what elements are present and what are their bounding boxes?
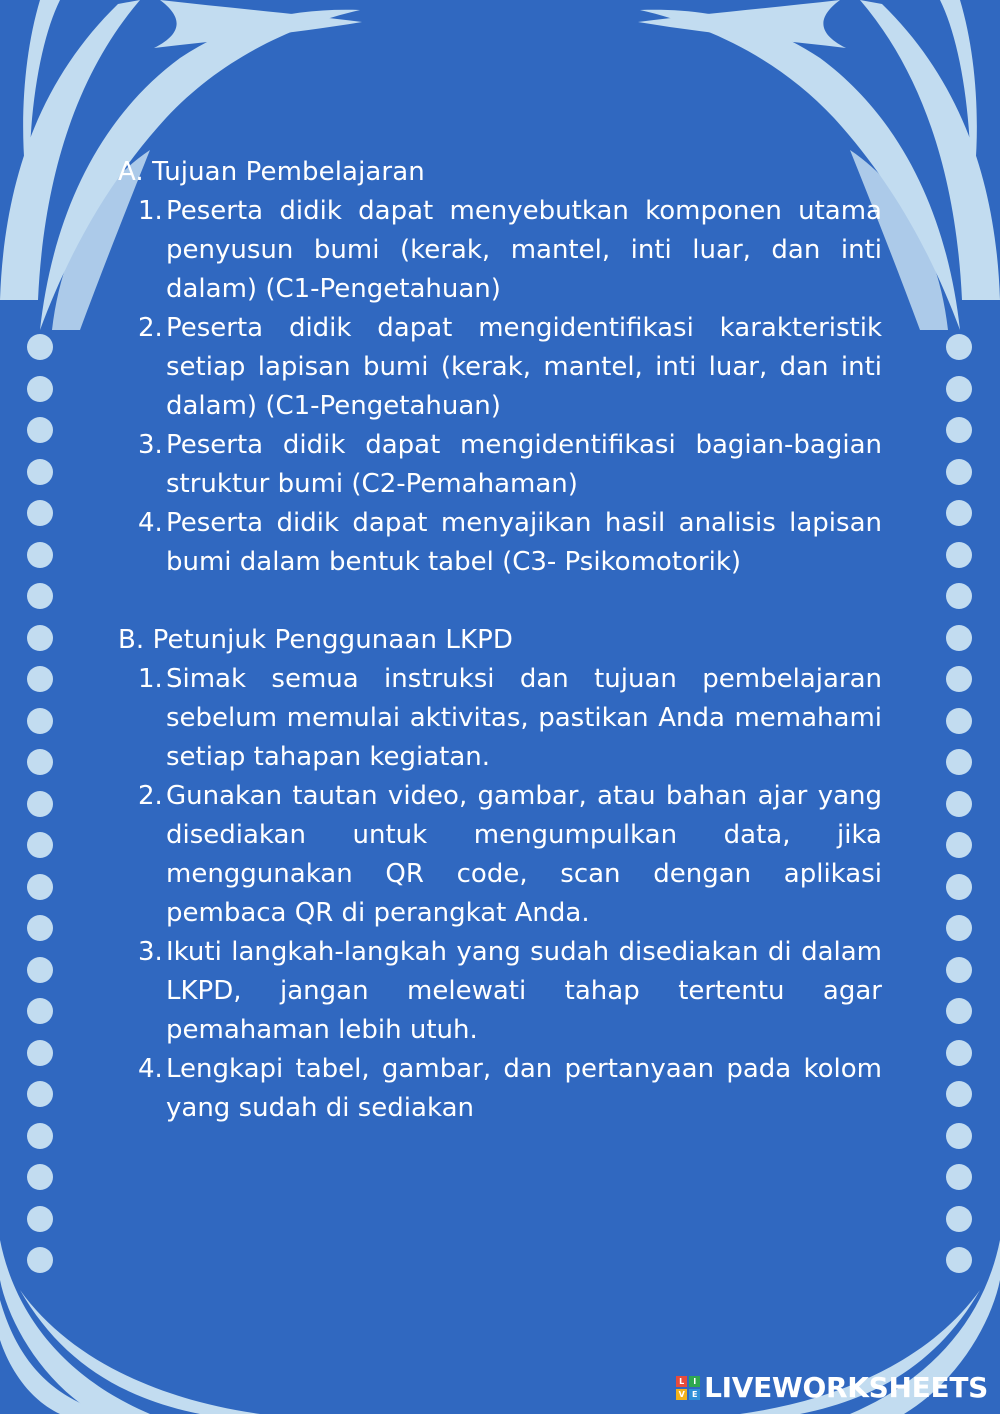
item-number: 1. bbox=[138, 196, 163, 226]
dot bbox=[27, 1206, 53, 1232]
right-dot-column bbox=[946, 334, 972, 1289]
list-item bbox=[118, 777, 882, 933]
list-item bbox=[118, 192, 882, 309]
logo-letter: L bbox=[676, 1376, 687, 1387]
objectives-list bbox=[118, 192, 882, 582]
section-title: A. Tujuan Pembelajaran bbox=[118, 157, 425, 187]
item-number: 1. bbox=[138, 664, 163, 694]
dot bbox=[27, 998, 53, 1024]
item-number: 3. bbox=[138, 430, 163, 460]
dot bbox=[946, 666, 972, 692]
dot bbox=[27, 500, 53, 526]
watermark-text: LIVEWORKSHEETS bbox=[704, 1371, 988, 1404]
dot bbox=[946, 1206, 972, 1232]
dot bbox=[946, 1040, 972, 1066]
item-text: Lengkapi tabel, gambar, dan pertanyaan pada kolom yang sudah di sediakan bbox=[166, 1054, 882, 1123]
list-item bbox=[118, 504, 882, 582]
dot bbox=[27, 832, 53, 858]
dot bbox=[27, 749, 53, 775]
dot bbox=[946, 708, 972, 734]
dot bbox=[946, 1123, 972, 1149]
dot bbox=[27, 791, 53, 817]
dot bbox=[946, 625, 972, 651]
logo-letter: E bbox=[689, 1389, 700, 1400]
item-text: Gunakan tautan video, gambar, atau bahan ajar yang disediakan untuk mengumpulkan data, jika menggunakan QR code, scan dengan aplikasi pembaca QR di perangkat Anda. bbox=[166, 781, 882, 928]
dot bbox=[27, 459, 53, 485]
liveworksheets-watermark[interactable] bbox=[676, 1371, 988, 1404]
dot bbox=[946, 417, 972, 443]
item-text: Simak semua instruksi dan tujuan pembelajaran sebelum memulai aktivitas, pastikan Anda memahami setiap tahapan kegiatan. bbox=[166, 664, 882, 772]
logo-letter: V bbox=[676, 1389, 687, 1400]
list-item bbox=[118, 660, 882, 777]
section-usage-instructions bbox=[118, 621, 882, 1128]
dot bbox=[946, 1164, 972, 1190]
dot bbox=[27, 1040, 53, 1066]
dot bbox=[27, 874, 53, 900]
dot bbox=[27, 583, 53, 609]
left-dot-column bbox=[27, 334, 53, 1289]
dot bbox=[946, 998, 972, 1024]
dot bbox=[27, 625, 53, 651]
logo-letter: I bbox=[689, 1376, 700, 1387]
dot bbox=[27, 542, 53, 568]
dot bbox=[946, 832, 972, 858]
item-text: Peserta didik dapat menyebutkan komponen utama penyusun bumi (kerak, mantel, inti luar, dan inti dalam) (C1-Pengetahuan) bbox=[166, 196, 882, 304]
dot bbox=[946, 376, 972, 402]
dot bbox=[27, 334, 53, 360]
instructions-list bbox=[118, 660, 882, 1128]
dot bbox=[27, 666, 53, 692]
dot bbox=[27, 1247, 53, 1273]
dot bbox=[27, 1123, 53, 1149]
dot bbox=[946, 1247, 972, 1273]
dot bbox=[946, 583, 972, 609]
list-item bbox=[118, 309, 882, 426]
dot bbox=[946, 1081, 972, 1107]
list-item bbox=[118, 426, 882, 504]
dot bbox=[946, 542, 972, 568]
item-number: 4. bbox=[138, 1054, 163, 1084]
dot bbox=[946, 334, 972, 360]
dot bbox=[946, 459, 972, 485]
item-text: Peserta didik dapat menyajikan hasil analisis lapisan bumi dalam bentuk tabel (C3- Psikomotorik) bbox=[166, 508, 882, 577]
item-text: Peserta didik dapat mengidentifikasi karakteristik setiap lapisan bumi (kerak, mantel, inti luar, dan inti dalam) (C1-Pengetahuan) bbox=[166, 313, 882, 421]
list-item bbox=[118, 933, 882, 1050]
dot bbox=[946, 874, 972, 900]
item-number: 2. bbox=[138, 313, 163, 343]
list-item bbox=[118, 1050, 882, 1128]
item-number: 3. bbox=[138, 937, 163, 967]
dot bbox=[946, 749, 972, 775]
item-text: Peserta didik dapat mengidentifikasi bagian-bagian struktur bumi (C2-Pemahaman) bbox=[166, 430, 882, 499]
worksheet-content bbox=[118, 153, 882, 1128]
dot bbox=[946, 500, 972, 526]
dot bbox=[946, 957, 972, 983]
dot bbox=[27, 957, 53, 983]
dot bbox=[946, 791, 972, 817]
item-number: 2. bbox=[138, 781, 163, 811]
dot bbox=[27, 417, 53, 443]
dot bbox=[946, 915, 972, 941]
liveworksheets-logo-icon bbox=[676, 1376, 700, 1400]
dot bbox=[27, 1164, 53, 1190]
section-title: B. Petunjuk Penggunaan LKPD bbox=[118, 625, 514, 655]
item-number: 4. bbox=[138, 508, 163, 538]
dot bbox=[27, 376, 53, 402]
dot bbox=[27, 708, 53, 734]
dot bbox=[27, 915, 53, 941]
dot bbox=[27, 1081, 53, 1107]
item-text: Ikuti langkah-langkah yang sudah disediakan di dalam LKPD, jangan melewati tahap tertentu agar pemahaman lebih utuh. bbox=[166, 937, 882, 1045]
section-learning-objectives bbox=[118, 153, 882, 582]
